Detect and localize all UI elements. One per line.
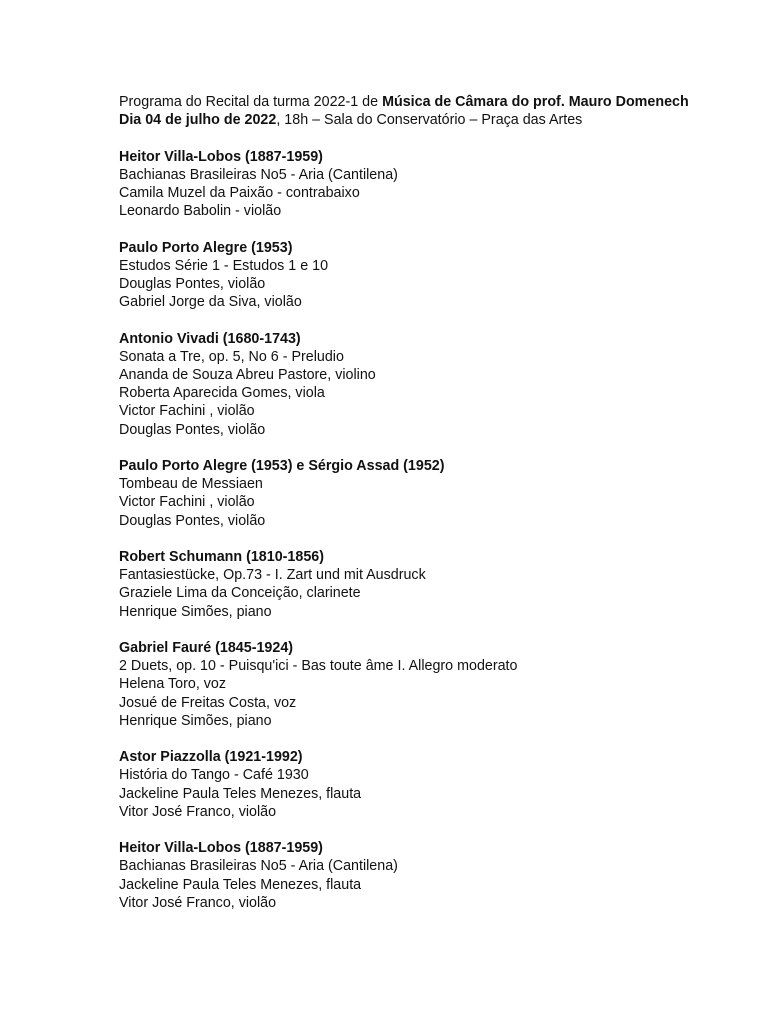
performer-line: Gabriel Jorge da Siva, violão xyxy=(119,294,302,311)
program-item xyxy=(119,239,699,312)
program-course-name: Música de Câmara do prof. Mauro Domenech xyxy=(382,94,689,110)
performer-line: Victor Fachini , violão xyxy=(119,494,255,511)
performer-line: Helena Toro, voz xyxy=(119,676,227,693)
work-title: Fantasiestücke, Op.73 - I. Zart und mit Ausdruck xyxy=(119,567,426,584)
program-item xyxy=(119,839,699,912)
performer-line: Josué de Freitas Costa, voz xyxy=(119,694,297,711)
program-item xyxy=(119,148,699,221)
work-title: Bachianas Brasileiras No5 - Aria (Cantilena) xyxy=(119,858,398,875)
performer-line: Ananda de Souza Abreu Pastore, violino xyxy=(119,367,376,383)
program-item xyxy=(119,548,699,621)
performer-line: Jackeline Paula Teles Menezes, flauta xyxy=(119,876,362,893)
program-item xyxy=(119,639,699,730)
composer-heading: Paulo Porto Alegre (1953) xyxy=(119,239,293,256)
composer-heading: Astor Piazzolla (1921-1992) xyxy=(119,749,303,766)
performer-line: Leonardo Babolin - violão xyxy=(119,203,282,220)
performer-line: Camila Muzel da Paixão - contrabaixo xyxy=(119,185,360,201)
performer-line: Vitor José Franco, violão xyxy=(119,803,277,820)
program-item xyxy=(119,748,699,821)
spacer xyxy=(119,530,699,548)
recital-program-document xyxy=(119,93,699,912)
performer-line: Roberta Aparecida Gomes, viola xyxy=(119,385,325,402)
performer-line: Vitor José Franco, violão xyxy=(119,894,277,911)
performer-line: Henrique Simões, piano xyxy=(119,712,272,729)
performer-line: Douglas Pontes, violão xyxy=(119,421,266,438)
program-time-venue: , 18h – Sala do Conservatório – Praça das Artes xyxy=(276,112,583,129)
spacer xyxy=(119,220,699,238)
work-title: Tombeau de Messiaen xyxy=(119,476,263,493)
program-date: Dia 04 de julho de 2022 xyxy=(119,112,277,129)
performer-line: Graziele Lima da Conceição, clarinete xyxy=(119,585,361,602)
composer-heading: Gabriel Fauré (1845-1924) xyxy=(119,640,294,656)
program-title xyxy=(119,93,699,111)
composer-heading: Antonio Vivadi (1680-1743) xyxy=(119,330,301,347)
program-pieces-list xyxy=(119,148,699,912)
work-title: História do Tango - Café 1930 xyxy=(119,767,309,784)
performer-line: Victor Fachini , violão xyxy=(119,403,255,420)
composer-heading: Paulo Porto Alegre (1953) e Sérgio Assad (1952) xyxy=(119,458,445,474)
composer-heading: Heitor Villa-Lobos (1887-1959) xyxy=(119,148,323,165)
spacer xyxy=(119,439,699,457)
performer-line: Henrique Simões, piano xyxy=(119,603,272,620)
performer-line: Douglas Pontes, violão xyxy=(119,512,266,529)
composer-heading: Robert Schumann (1810-1856) xyxy=(119,549,324,565)
composer-heading: Heitor Villa-Lobos (1887-1959) xyxy=(119,840,323,857)
performer-line: Douglas Pontes, violão xyxy=(119,276,266,292)
program-item xyxy=(119,330,699,439)
spacer xyxy=(119,311,699,329)
program-date-line xyxy=(119,111,699,129)
spacer xyxy=(119,730,699,748)
spacer xyxy=(119,821,699,839)
work-title: Estudos Série 1 - Estudos 1 e 10 xyxy=(119,257,329,274)
spacer xyxy=(119,621,699,639)
work-title: Bachianas Brasileiras No5 - Aria (Cantilena) xyxy=(119,166,398,183)
program-item xyxy=(119,457,699,530)
spacer xyxy=(119,129,699,147)
work-title: 2 Duets, op. 10 - Puisqu'ici - Bas toute âme I. Allegro moderato xyxy=(119,658,518,675)
performer-line: Jackeline Paula Teles Menezes, flauta xyxy=(119,785,362,802)
work-title: Sonata a Tre, op. 5, No 6 - Preludio xyxy=(119,348,344,365)
program-title-intro: Programa do Recital da turma 2022-1 de xyxy=(119,94,383,110)
